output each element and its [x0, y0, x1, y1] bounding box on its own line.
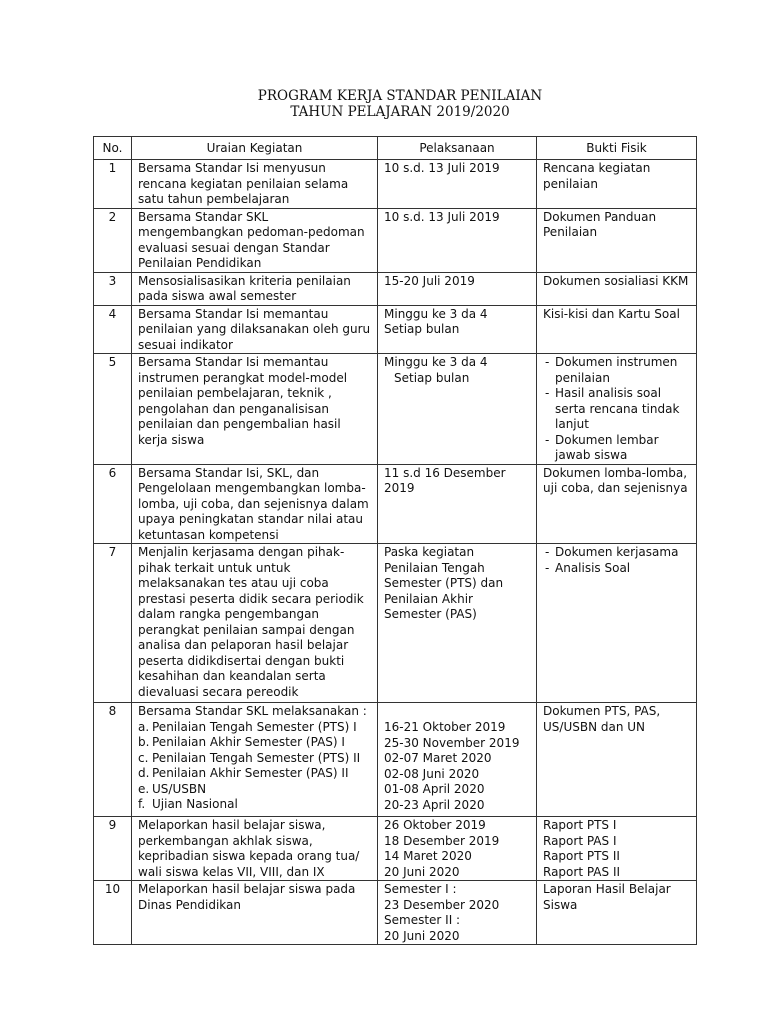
bukti-cell [537, 354, 697, 465]
bukti-line: Raport PTS I [543, 818, 617, 832]
bukti-cell [537, 817, 697, 881]
header-uraian: Uraian Kegiatan [132, 137, 378, 160]
pelaksanaan-line: Minggu ke 3 da 4 [384, 355, 488, 369]
row-number: 5 [94, 354, 132, 465]
pelaksanaan-cell [378, 881, 537, 945]
uraian-cell: Bersama Standar Isi memantau instrumen perangkat model-model penilaian pembelajaran, teknik , pengolahan dan penganalisisan penilaian dan pengembalian hasil kerja siswa [132, 354, 378, 465]
table-row [94, 464, 697, 544]
table-row [94, 544, 697, 703]
list-item: d. Penilaian Akhir Semester (PAS) II [138, 766, 349, 780]
uraian-cell: Melaporkan hasil belajar siswa pada Dinas Pendidikan [132, 881, 378, 945]
pelaksanaan-line: 02-07 Maret 2020 [384, 751, 492, 765]
pelaksanaan-line: 20-23 April 2020 [384, 797, 485, 812]
bukti-item-text: Dokumen lembar jawab siswa [555, 432, 659, 462]
pelaksanaan-line: Semester I : [384, 882, 457, 896]
pelaksanaan-line: 25-30 November 2019 [384, 735, 520, 750]
bukti-cell [537, 881, 697, 945]
pelaksanaan-line: Setiap bulan [394, 370, 470, 385]
bukti-cell [537, 544, 697, 703]
pelaksanaan-line: Setiap bulan [384, 322, 460, 336]
bukti-line: Raport PAS I [543, 833, 617, 848]
uraian-cell: Bersama Standar Isi memantau penilaian yang dilaksanakan oleh guru sesuai indikator [132, 305, 378, 354]
list-item: c. Penilaian Tengah Semester (PTS) II [138, 750, 361, 765]
table-header-row [94, 137, 697, 160]
bukti-list [543, 545, 690, 576]
pelaksanaan-cell [378, 544, 537, 703]
pelaksanaan-cell [378, 208, 537, 272]
row-number: 1 [94, 160, 132, 209]
pelaksanaan-cell [378, 305, 537, 354]
uraian-cell: Bersama Standar Isi, SKL, dan Pengelolaan mengembangkan lomba-lomba, uji coba, dan sejenisnya dalam upaya peningkatan standar nilai atau ketuntasan kompetensi [132, 464, 378, 544]
pelaksanaan-line: 14 Maret 2020 [384, 849, 472, 863]
pelaksanaan-cell [378, 817, 537, 881]
bukti-cell [537, 703, 697, 817]
bukti-list [543, 355, 690, 464]
bukti-item-text: Dokumen kerjasama [555, 545, 679, 559]
pelaksanaan-cell [378, 703, 537, 817]
bukti-line: Raport PTS II [543, 849, 620, 863]
list-item: e. US/USBN [138, 781, 207, 796]
bukti-cell [537, 208, 697, 272]
bukti-line: Dokumen PTS, PAS, US/USBN dan UN [543, 704, 661, 734]
pelaksanaan-cell [378, 354, 537, 465]
list-item: - Hasil analisis soal serta rencana tindak lanjut [545, 386, 690, 433]
row-number: 3 [94, 272, 132, 305]
pelaksanaan-line: 20 Juni 2020 [384, 864, 460, 879]
document-title-line1: PROGRAM KERJA STANDAR PENILAIAN [257, 88, 543, 104]
row-number: 9 [94, 817, 132, 881]
uraian-cell: Mensosialisasikan kriteria penilaian pada siswa awal semester [132, 272, 378, 305]
table-row [94, 208, 697, 272]
pelaksanaan-line: 15-20 Juli 2019 [384, 273, 475, 288]
bukti-cell [537, 272, 697, 305]
pelaksanaan-line: 11 s.d 16 Desember 2019 [384, 465, 506, 495]
bukti-item-text: Analisis Soal [555, 560, 631, 575]
bukti-line: Raport PAS II [543, 864, 621, 879]
program-table [93, 136, 697, 945]
sub-item-list [138, 720, 371, 813]
header-bukti: Bukti Fisik [537, 137, 697, 160]
pelaksanaan-line: Minggu ke 3 da 4 [384, 306, 488, 321]
pelaksanaan-line: 23 Desember 2020 [384, 897, 500, 912]
pelaksanaan-line: 01-08 April 2020 [384, 782, 485, 796]
pelaksanaan-cell [378, 464, 537, 544]
uraian-cell: Menjalin kerjasama dengan pihak-pihak terkait untuk untuk melaksanakan tes atau uji coba prestasi peserta didik secara periodik dalam rangka pengembangan perangkat penilaian sampai dengan analisa dan pelaporan hasil belajar peserta didikdisertai dengan bukti kesahihan dan keandalan serta dievaluasi secara pereodik [132, 544, 378, 703]
header-no: No. [94, 137, 132, 160]
bukti-cell [537, 160, 697, 209]
bukti-item-text: Hasil analisis soal serta rencana tindak lanjut [555, 386, 680, 431]
uraian-cell: Melaporkan hasil belajar siswa, perkembangan akhlak siswa, kepribadian siswa kepada orang tua/ wali siswa kelas VII, VIII, dan IX [132, 817, 378, 881]
pelaksanaan-line: 02-08 Juni 2020 [384, 766, 480, 781]
pelaksanaan-line: 26 Oktober 2019 [384, 818, 486, 832]
bukti-cell [537, 464, 697, 544]
list-item: - Dokumen instrumen penilaian [545, 355, 690, 386]
table-row [94, 354, 697, 465]
bukti-item-text: Dokumen instrumen penilaian [555, 355, 678, 385]
table-row [94, 703, 697, 817]
header-pelaksanaan: Pelaksanaan [378, 137, 537, 160]
list-item: - Dokumen lembar jawab siswa [545, 433, 690, 464]
bukti-line: Dokumen lomba-lomba, uji coba, dan sejenisnya [543, 465, 688, 495]
row-number: 8 [94, 703, 132, 817]
row-number: 6 [94, 464, 132, 544]
pelaksanaan-line: 10 s.d. 13 Juli 2019 [384, 161, 500, 175]
bukti-line: Rencana kegiatan penilaian [543, 161, 651, 191]
bukti-line: Kisi-kisi dan Kartu Soal [543, 306, 680, 321]
pelaksanaan-line: 16-21 Oktober 2019 [384, 720, 506, 734]
pelaksanaan-cell [378, 272, 537, 305]
uraian-intro: Bersama Standar SKL melaksanakan : [138, 704, 367, 718]
table-row [94, 305, 697, 354]
uraian-cell [132, 703, 378, 817]
pelaksanaan-cell [378, 160, 537, 209]
table-row [94, 272, 697, 305]
row-number: 10 [94, 881, 132, 945]
list-item: b. Penilaian Akhir Semester (PAS) I [138, 735, 345, 749]
row-number: 7 [94, 544, 132, 703]
pelaksanaan-line: 10 s.d. 13 Juli 2019 [384, 209, 500, 224]
row-number: 4 [94, 305, 132, 354]
document-title-line2: TAHUN PELAJARAN 2019/2020 [290, 104, 510, 120]
bukti-cell [537, 305, 697, 354]
table-row [94, 817, 697, 881]
uraian-cell: Bersama Standar Isi menyusun rencana kegiatan penilaian selama satu tahun pembelajaran [132, 160, 378, 209]
list-item: f. Ujian Nasional [138, 797, 238, 811]
pelaksanaan-line: Paska kegiatan Penilaian Tengah Semester (PTS) dan Penilaian Akhir Semester (PAS) [384, 545, 504, 621]
bukti-line: Dokumen sosialiasi KKM [543, 273, 689, 288]
bukti-line: Dokumen Panduan Penilaian [543, 209, 657, 239]
row-number: 2 [94, 208, 132, 272]
list-item: a. Penilaian Tengah Semester (PTS) I [138, 719, 357, 734]
bukti-line: Laporan Hasil Belajar Siswa [543, 882, 671, 912]
list-item: - Analisis Soal [545, 560, 631, 575]
pelaksanaan-line: Semester II : [384, 913, 461, 927]
uraian-cell: Bersama Standar SKL mengembangkan pedoman-pedoman evaluasi sesuai dengan Standar Penilaian Pendidikan [132, 208, 378, 272]
pelaksanaan-line: 20 Juni 2020 [384, 928, 460, 943]
table-row [94, 881, 697, 945]
table-row [94, 160, 697, 209]
pelaksanaan-line: 18 Desember 2019 [384, 833, 500, 848]
list-item: - Dokumen kerjasama [545, 545, 679, 559]
